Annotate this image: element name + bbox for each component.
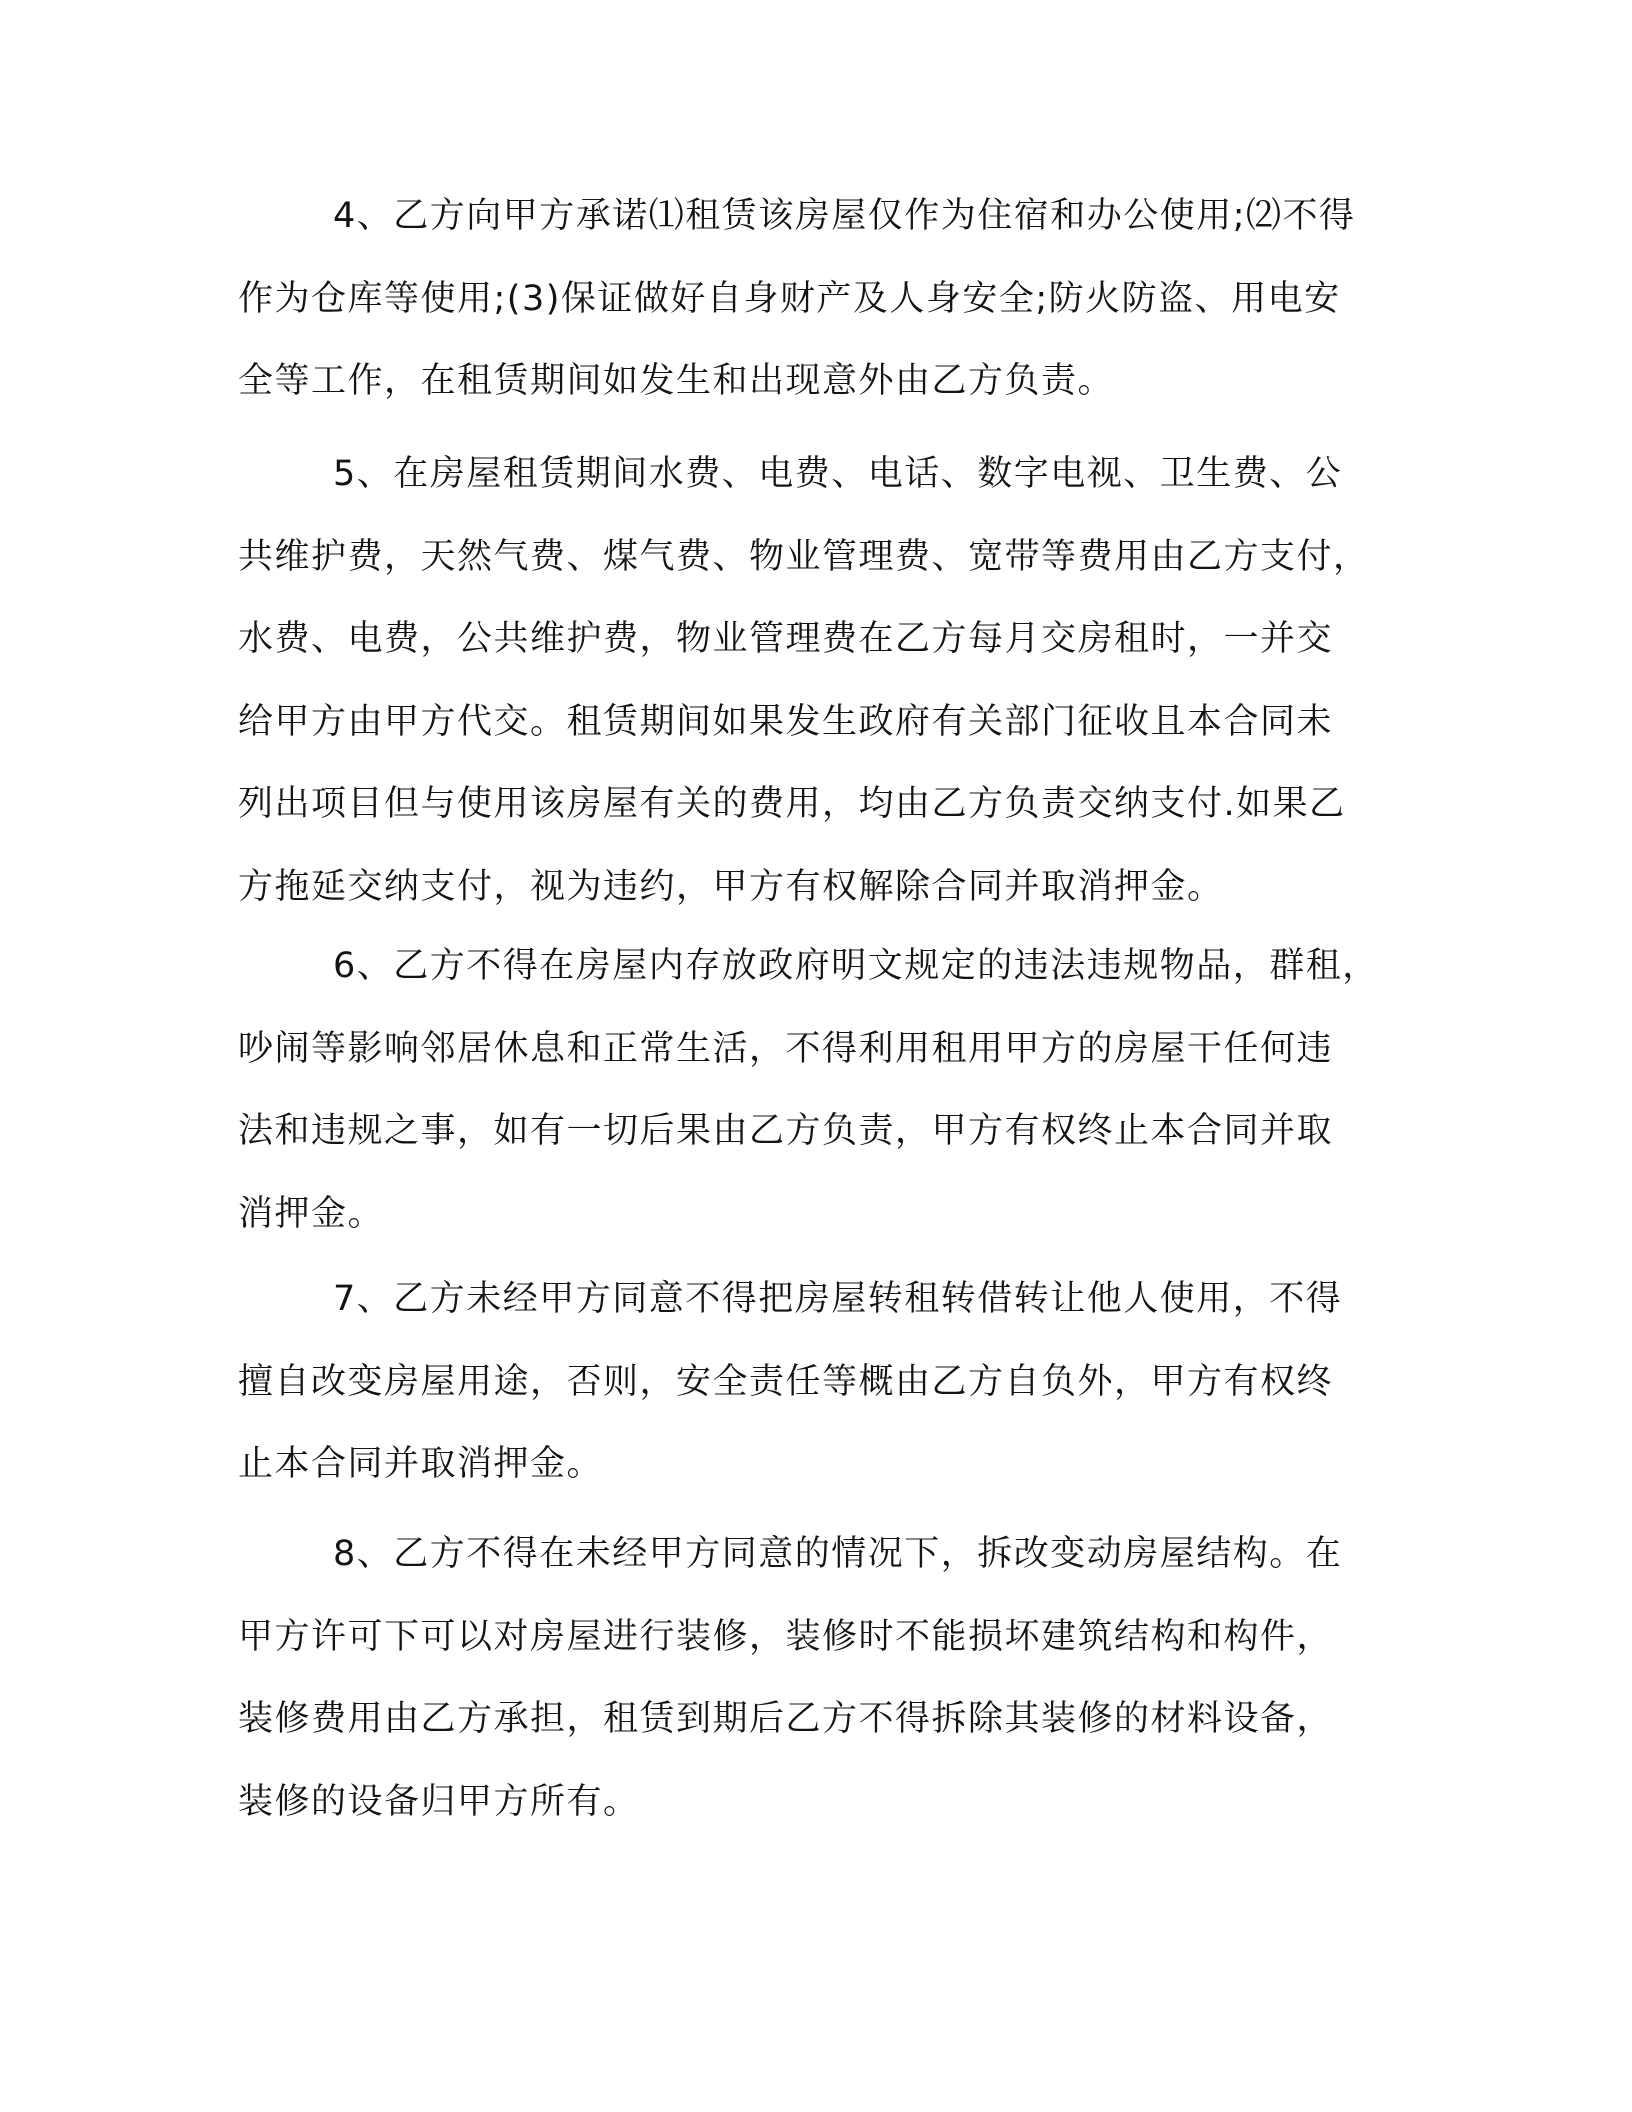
clause-line: 法和违规之事，如有一切后果由乙方负责，甲方有权终止本合同并取 — [238, 1111, 1334, 1151]
clause-line: 6、乙方不得在房屋内存放政府明文规定的违法违规物品，群租， — [333, 946, 1379, 986]
clause-line: 止本合同并取消押金。 — [238, 1444, 604, 1484]
clause-5 — [238, 433, 1398, 928]
clause-4 — [238, 175, 1398, 423]
clause-line: 消押金。 — [238, 1193, 385, 1234]
clause-line: 装修的设备归甲方所有。 — [238, 1781, 640, 1822]
clause-line: 列出项目但与使用该房屋有关的费用，均由乙方负责交纳支付.如果乙 — [238, 784, 1346, 824]
clause-6 — [238, 925, 1398, 1255]
clause-line: 装修费用由乙方承担，租赁到期后乙方不得拆除其装修的材料设备， — [238, 1699, 1334, 1739]
clause-line: 水费、电费，公共维护费，物业管理费在乙方每月交房租时，一并交 — [238, 619, 1334, 659]
clause-line: 全等工作，在租赁期间如发生和出现意外由乙方负责。 — [238, 361, 1115, 401]
clause-8 — [238, 1513, 1398, 1843]
clause-7 — [238, 1258, 1398, 1506]
clause-line: 共维护费，天然气费、煤气费、物业管理费、宽带等费用由乙方支付， — [238, 536, 1370, 577]
clause-line: 吵闹等影响邻居休息和正常生活，不得利用租用甲方的房屋干任何违 — [238, 1028, 1334, 1069]
clause-line: 5、在房屋租赁期间水费、电费、电话、数字电视、卫生费、公 — [333, 454, 1343, 494]
clause-line: 作为仓库等使用;(3)保证做好自身财产及人身安全;防火防盗、用电安 — [238, 278, 1341, 319]
clause-line: 8、乙方不得在未经甲方同意的情况下，拆改变动房屋结构。在 — [333, 1534, 1343, 1574]
clause-line: 7、乙方未经甲方同意不得把房屋转租转借转让他人使用，不得 — [333, 1279, 1343, 1319]
clause-line: 4、乙方向甲方承诺⑴租赁该房屋仅作为住宿和办公使用;⑵不得 — [333, 196, 1356, 236]
clause-line: 给甲方由甲方代交。租赁期间如果发生政府有关部门征收且本合同未 — [238, 701, 1334, 742]
clause-line: 甲方许可下可以对房屋进行装修，装修时不能损坏建筑结构和构件， — [238, 1616, 1334, 1657]
clause-line: 擅自改变房屋用途，否则，安全责任等概由乙方自负外，甲方有权终 — [238, 1361, 1334, 1402]
clause-line: 方拖延交纳支付，视为违约，甲方有权解除合同并取消押金。 — [238, 866, 1224, 907]
